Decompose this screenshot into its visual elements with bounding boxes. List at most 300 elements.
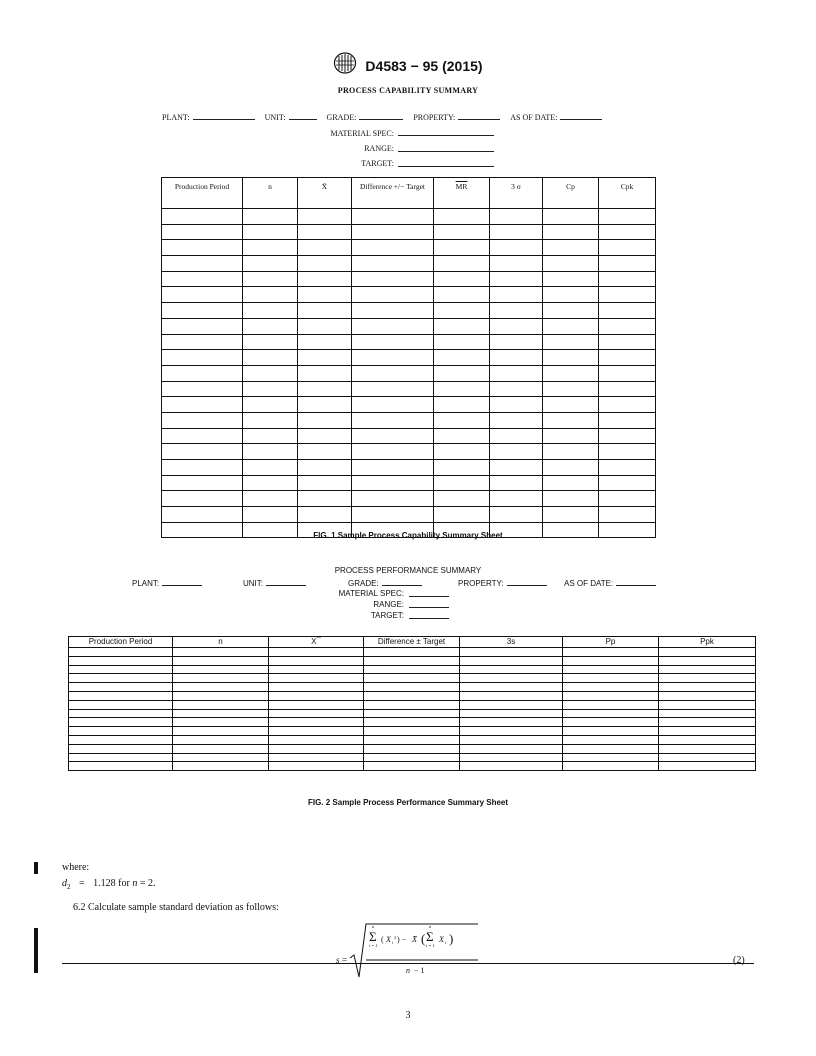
table-cell (243, 444, 298, 460)
table-row (162, 507, 656, 523)
column-header (434, 178, 490, 209)
equation-number: (2) (733, 955, 745, 966)
table-cell (599, 318, 656, 334)
table-cell (490, 209, 543, 225)
table-cell (563, 648, 659, 657)
table-cell (352, 397, 434, 413)
d2-equals: = (79, 878, 85, 889)
table-cell (162, 350, 243, 366)
unit-blank (266, 578, 306, 586)
table-row (162, 209, 656, 225)
plant-label: PLANT: (162, 113, 190, 122)
table-cell (298, 209, 352, 225)
table-row (69, 691, 756, 700)
table-cell (490, 428, 543, 444)
table-cell (563, 718, 659, 727)
table-row (162, 397, 656, 413)
table-cell (69, 700, 173, 709)
unit-blank (289, 112, 317, 120)
table-cell (543, 334, 599, 350)
svg-text:(: ( (421, 931, 426, 946)
where-label: where: (62, 862, 90, 873)
std-dev-equation (336, 922, 486, 985)
unit-label: UNIT: (243, 579, 263, 588)
table-cell (434, 287, 490, 303)
table-cell (243, 365, 298, 381)
table-cell (434, 397, 490, 413)
table-cell (490, 412, 543, 428)
table-cell (659, 683, 756, 692)
table-cell (434, 334, 490, 350)
table-cell (352, 240, 434, 256)
svg-text:n: n (429, 924, 432, 929)
table-cell (243, 334, 298, 350)
capability-summary-table (161, 177, 656, 538)
table-cell (460, 683, 563, 692)
table-cell (298, 428, 352, 444)
table-cell (434, 318, 490, 334)
table-row (162, 491, 656, 507)
table-row (69, 735, 756, 744)
material-spec-label: MATERIAL SPEC: (330, 129, 394, 138)
table-cell (364, 735, 460, 744)
table-cell (162, 318, 243, 334)
table-cell (298, 475, 352, 491)
table-cell (352, 460, 434, 476)
column-header: 3 σ (490, 178, 543, 209)
grade-label: GRADE: (326, 113, 357, 122)
svg-text:): ) (449, 931, 454, 946)
as-of-date-label: AS OF DATE: (510, 113, 558, 122)
table-cell (434, 460, 490, 476)
column-header: Production Period (69, 637, 173, 648)
table-cell (243, 271, 298, 287)
table-cell (173, 718, 269, 727)
mr-label: $\overline{MR}$ (455, 182, 468, 191)
table-cell (162, 240, 243, 256)
table-cell (490, 381, 543, 397)
table-cell (599, 365, 656, 381)
table-cell (543, 271, 599, 287)
table-cell (69, 709, 173, 718)
table-cell (543, 256, 599, 272)
table-cell (543, 507, 599, 523)
table-cell (298, 256, 352, 272)
as-of-date-blank (616, 578, 656, 586)
table-row (69, 753, 756, 762)
figure2-as-of-date-field (564, 578, 660, 588)
table-cell (543, 209, 599, 225)
table-cell (460, 753, 563, 762)
table-cell (298, 224, 352, 240)
table-cell (269, 674, 364, 683)
table-row (69, 709, 756, 718)
table-cell (352, 209, 434, 225)
target-label: TARGET: (370, 611, 404, 620)
table-cell (269, 709, 364, 718)
table-cell (243, 397, 298, 413)
table-cell (243, 428, 298, 444)
table-cell (269, 683, 364, 692)
table-row (162, 224, 656, 240)
table-cell (243, 240, 298, 256)
table-cell (599, 334, 656, 350)
table-cell (490, 240, 543, 256)
table-cell (162, 303, 243, 319)
d2-subscript: 2 (67, 883, 71, 891)
table-cell (659, 665, 756, 674)
table-row (162, 256, 656, 272)
svg-text:i = 1: i = 1 (426, 943, 435, 948)
plant-blank (162, 578, 202, 586)
figure1-caption: FIG. 1 Sample Process Capability Summary Sheet (313, 531, 503, 540)
table-cell (659, 700, 756, 709)
table-row (162, 381, 656, 397)
table-cell (364, 718, 460, 727)
svg-text:=: = (342, 955, 348, 965)
table-cell (269, 762, 364, 771)
table-cell (490, 271, 543, 287)
svg-text:X: X (439, 935, 444, 944)
table-cell (298, 287, 352, 303)
svg-text:X: X (386, 935, 391, 944)
svg-text:s: s (336, 955, 340, 965)
d2-value: 1.128 for (93, 878, 130, 889)
table-cell (599, 287, 656, 303)
table-cell (298, 412, 352, 428)
table-row (69, 665, 756, 674)
range-blank (409, 607, 449, 608)
table-cell (563, 709, 659, 718)
svg-text:n: n (372, 924, 375, 929)
table-cell (269, 735, 364, 744)
table-cell (563, 762, 659, 771)
table-cell (490, 460, 543, 476)
table-cell (162, 397, 243, 413)
column-header: Pp (563, 637, 659, 648)
performance-summary-table (68, 636, 756, 771)
table-cell (659, 709, 756, 718)
column-header: Difference +/− Target (352, 178, 434, 209)
table-cell (434, 412, 490, 428)
figure2-title: PROCESS PERFORMANCE SUMMARY (334, 566, 482, 575)
table-cell (69, 656, 173, 665)
table-cell (243, 381, 298, 397)
column-header: X¯ (269, 637, 364, 648)
table-body (162, 209, 656, 538)
svg-text:i: i (445, 940, 447, 945)
table-cell (243, 303, 298, 319)
table-cell (659, 753, 756, 762)
figure2-grade-field (348, 578, 426, 588)
table-row (69, 718, 756, 727)
table-cell (173, 656, 269, 665)
table-cell (352, 507, 434, 523)
table-cell (364, 683, 460, 692)
table-cell (599, 350, 656, 366)
table-cell (162, 256, 243, 272)
table-cell (490, 287, 543, 303)
grade-blank (382, 578, 422, 586)
table-cell (162, 287, 243, 303)
table-cell (460, 762, 563, 771)
svg-text:− 1: − 1 (414, 966, 425, 975)
table-cell (543, 412, 599, 428)
table-cell (162, 428, 243, 444)
table-row (69, 674, 756, 683)
unit-label: UNIT: (264, 113, 286, 122)
table-cell (434, 444, 490, 460)
table-cell (269, 744, 364, 753)
table-cell (364, 727, 460, 736)
table-cell (298, 334, 352, 350)
table-cell (599, 507, 656, 523)
table-cell (243, 460, 298, 476)
table-cell (460, 735, 563, 744)
d2-tail: = 2. (139, 878, 156, 889)
table-cell (298, 240, 352, 256)
table-cell (352, 334, 434, 350)
column-header: Difference ± Target (364, 637, 460, 648)
table-cell (269, 648, 364, 657)
table-cell (173, 691, 269, 700)
grade-blank (359, 112, 403, 120)
table-cell (490, 256, 543, 272)
table-row (162, 240, 656, 256)
table-cell (162, 491, 243, 507)
table-row (162, 287, 656, 303)
table-cell (352, 224, 434, 240)
table-cell (543, 303, 599, 319)
table-cell (563, 727, 659, 736)
table-cell (173, 727, 269, 736)
table-cell (173, 709, 269, 718)
property-label: PROPERTY: (413, 113, 456, 122)
table-cell (352, 428, 434, 444)
table-row (162, 475, 656, 491)
material-spec-blank (398, 135, 494, 136)
table-cell (543, 491, 599, 507)
astm-logo-icon (333, 52, 357, 79)
table-cell (434, 475, 490, 491)
target-blank (409, 618, 449, 619)
table-cell (543, 365, 599, 381)
table-cell (298, 365, 352, 381)
table-cell (599, 397, 656, 413)
target-blank (398, 166, 494, 167)
table-body (69, 648, 756, 771)
table-row (69, 727, 756, 736)
table-cell (269, 753, 364, 762)
table-cell (69, 762, 173, 771)
table-cell (298, 271, 352, 287)
d2-definition (62, 878, 155, 891)
property-blank (507, 578, 547, 586)
table-cell (352, 287, 434, 303)
column-header: Production Period (162, 178, 243, 209)
table-cell (69, 648, 173, 657)
section-6-2: 6.2 Calculate sample standard deviation as follows: (73, 902, 279, 913)
table-cell (269, 727, 364, 736)
table-cell (490, 303, 543, 319)
table-cell (434, 240, 490, 256)
table-cell (69, 665, 173, 674)
table-cell (243, 507, 298, 523)
table-cell (243, 412, 298, 428)
table-cell (599, 240, 656, 256)
figure2-plant-field (132, 578, 206, 588)
table-cell (659, 727, 756, 736)
table-cell (243, 350, 298, 366)
table-cell (563, 691, 659, 700)
table-cell (543, 428, 599, 444)
table-cell (490, 365, 543, 381)
grade-label: GRADE: (348, 579, 379, 588)
column-header: Cp (543, 178, 599, 209)
table-cell (490, 507, 543, 523)
table-cell (364, 691, 460, 700)
table-cell (69, 718, 173, 727)
table-cell (69, 674, 173, 683)
table-cell (352, 412, 434, 428)
table-cell (563, 674, 659, 683)
table-cell (543, 460, 599, 476)
range-label: RANGE: (364, 144, 394, 153)
table-cell (434, 303, 490, 319)
table-row (162, 303, 656, 319)
table-cell (364, 709, 460, 718)
table-cell (659, 648, 756, 657)
table-cell (364, 744, 460, 753)
table-cell (243, 287, 298, 303)
table-row (162, 350, 656, 366)
table-cell (460, 744, 563, 753)
table-cell (659, 674, 756, 683)
table-cell (298, 350, 352, 366)
table-cell (243, 224, 298, 240)
table-cell (352, 475, 434, 491)
table-cell (352, 256, 434, 272)
table-row (162, 444, 656, 460)
table-cell (298, 491, 352, 507)
table-cell (434, 271, 490, 287)
svg-text:Σ: Σ (369, 929, 377, 944)
table-cell (659, 718, 756, 727)
table-cell (599, 428, 656, 444)
table-cell (352, 350, 434, 366)
revision-bar (34, 862, 38, 874)
table-cell (162, 365, 243, 381)
table-row (162, 318, 656, 334)
table-cell (352, 271, 434, 287)
column-header: n (173, 637, 269, 648)
table-cell (173, 683, 269, 692)
svg-text:n: n (406, 966, 410, 975)
table-cell (352, 318, 434, 334)
table-cell (460, 648, 563, 657)
table-cell (162, 334, 243, 350)
table-cell (434, 209, 490, 225)
table-cell (364, 656, 460, 665)
table-cell (434, 256, 490, 272)
table-cell (243, 475, 298, 491)
table-cell (599, 271, 656, 287)
table-cell (162, 507, 243, 523)
table-cell (269, 665, 364, 674)
table-cell (460, 709, 563, 718)
column-header: X̄ (298, 178, 352, 209)
table-cell (162, 460, 243, 476)
table-cell (364, 700, 460, 709)
table-row (162, 428, 656, 444)
table-cell (490, 350, 543, 366)
page-header (0, 52, 816, 79)
revision-bar (34, 928, 38, 973)
table-row (69, 700, 756, 709)
table-cell (490, 318, 543, 334)
table-cell (599, 209, 656, 225)
table-cell (659, 735, 756, 744)
table-cell (364, 648, 460, 657)
table-cell (659, 656, 756, 665)
table-cell (599, 412, 656, 428)
table-cell (543, 240, 599, 256)
table-row (162, 271, 656, 287)
table-cell (599, 224, 656, 240)
svg-text:Σ: Σ (426, 929, 434, 944)
table-cell (563, 735, 659, 744)
table-cell (173, 735, 269, 744)
table-row (69, 744, 756, 753)
material-spec-blank (409, 596, 449, 597)
svg-text:i = 1: i = 1 (369, 943, 378, 948)
table-cell (599, 475, 656, 491)
table-row (69, 648, 756, 657)
table-cell (298, 460, 352, 476)
range-label: RANGE: (373, 600, 404, 609)
range-blank (398, 151, 494, 152)
table-cell (563, 665, 659, 674)
table-cell (599, 491, 656, 507)
equation-rule (62, 963, 754, 964)
column-header: Ppk (659, 637, 756, 648)
table-cell (490, 475, 543, 491)
table-cell (69, 683, 173, 692)
figure1-header-fields (162, 112, 606, 122)
table-cell (543, 444, 599, 460)
table-cell (298, 303, 352, 319)
d2-symbol: d (62, 878, 67, 889)
as-of-date-label: AS OF DATE: (564, 579, 614, 588)
table-cell (460, 718, 563, 727)
table-cell (659, 744, 756, 753)
page-number: 3 (405, 1010, 411, 1021)
table-cell (298, 397, 352, 413)
table-cell (69, 753, 173, 762)
table-cell (298, 381, 352, 397)
table-cell (563, 700, 659, 709)
table-cell (243, 256, 298, 272)
svg-text:2: 2 (394, 935, 397, 940)
svg-text:(: ( (381, 935, 384, 944)
table-cell (543, 381, 599, 397)
table-cell (243, 491, 298, 507)
plant-label: PLANT: (132, 579, 160, 588)
table-cell (243, 318, 298, 334)
svg-text:X̄: X̄ (412, 935, 417, 944)
table-cell (543, 397, 599, 413)
table-cell (563, 744, 659, 753)
